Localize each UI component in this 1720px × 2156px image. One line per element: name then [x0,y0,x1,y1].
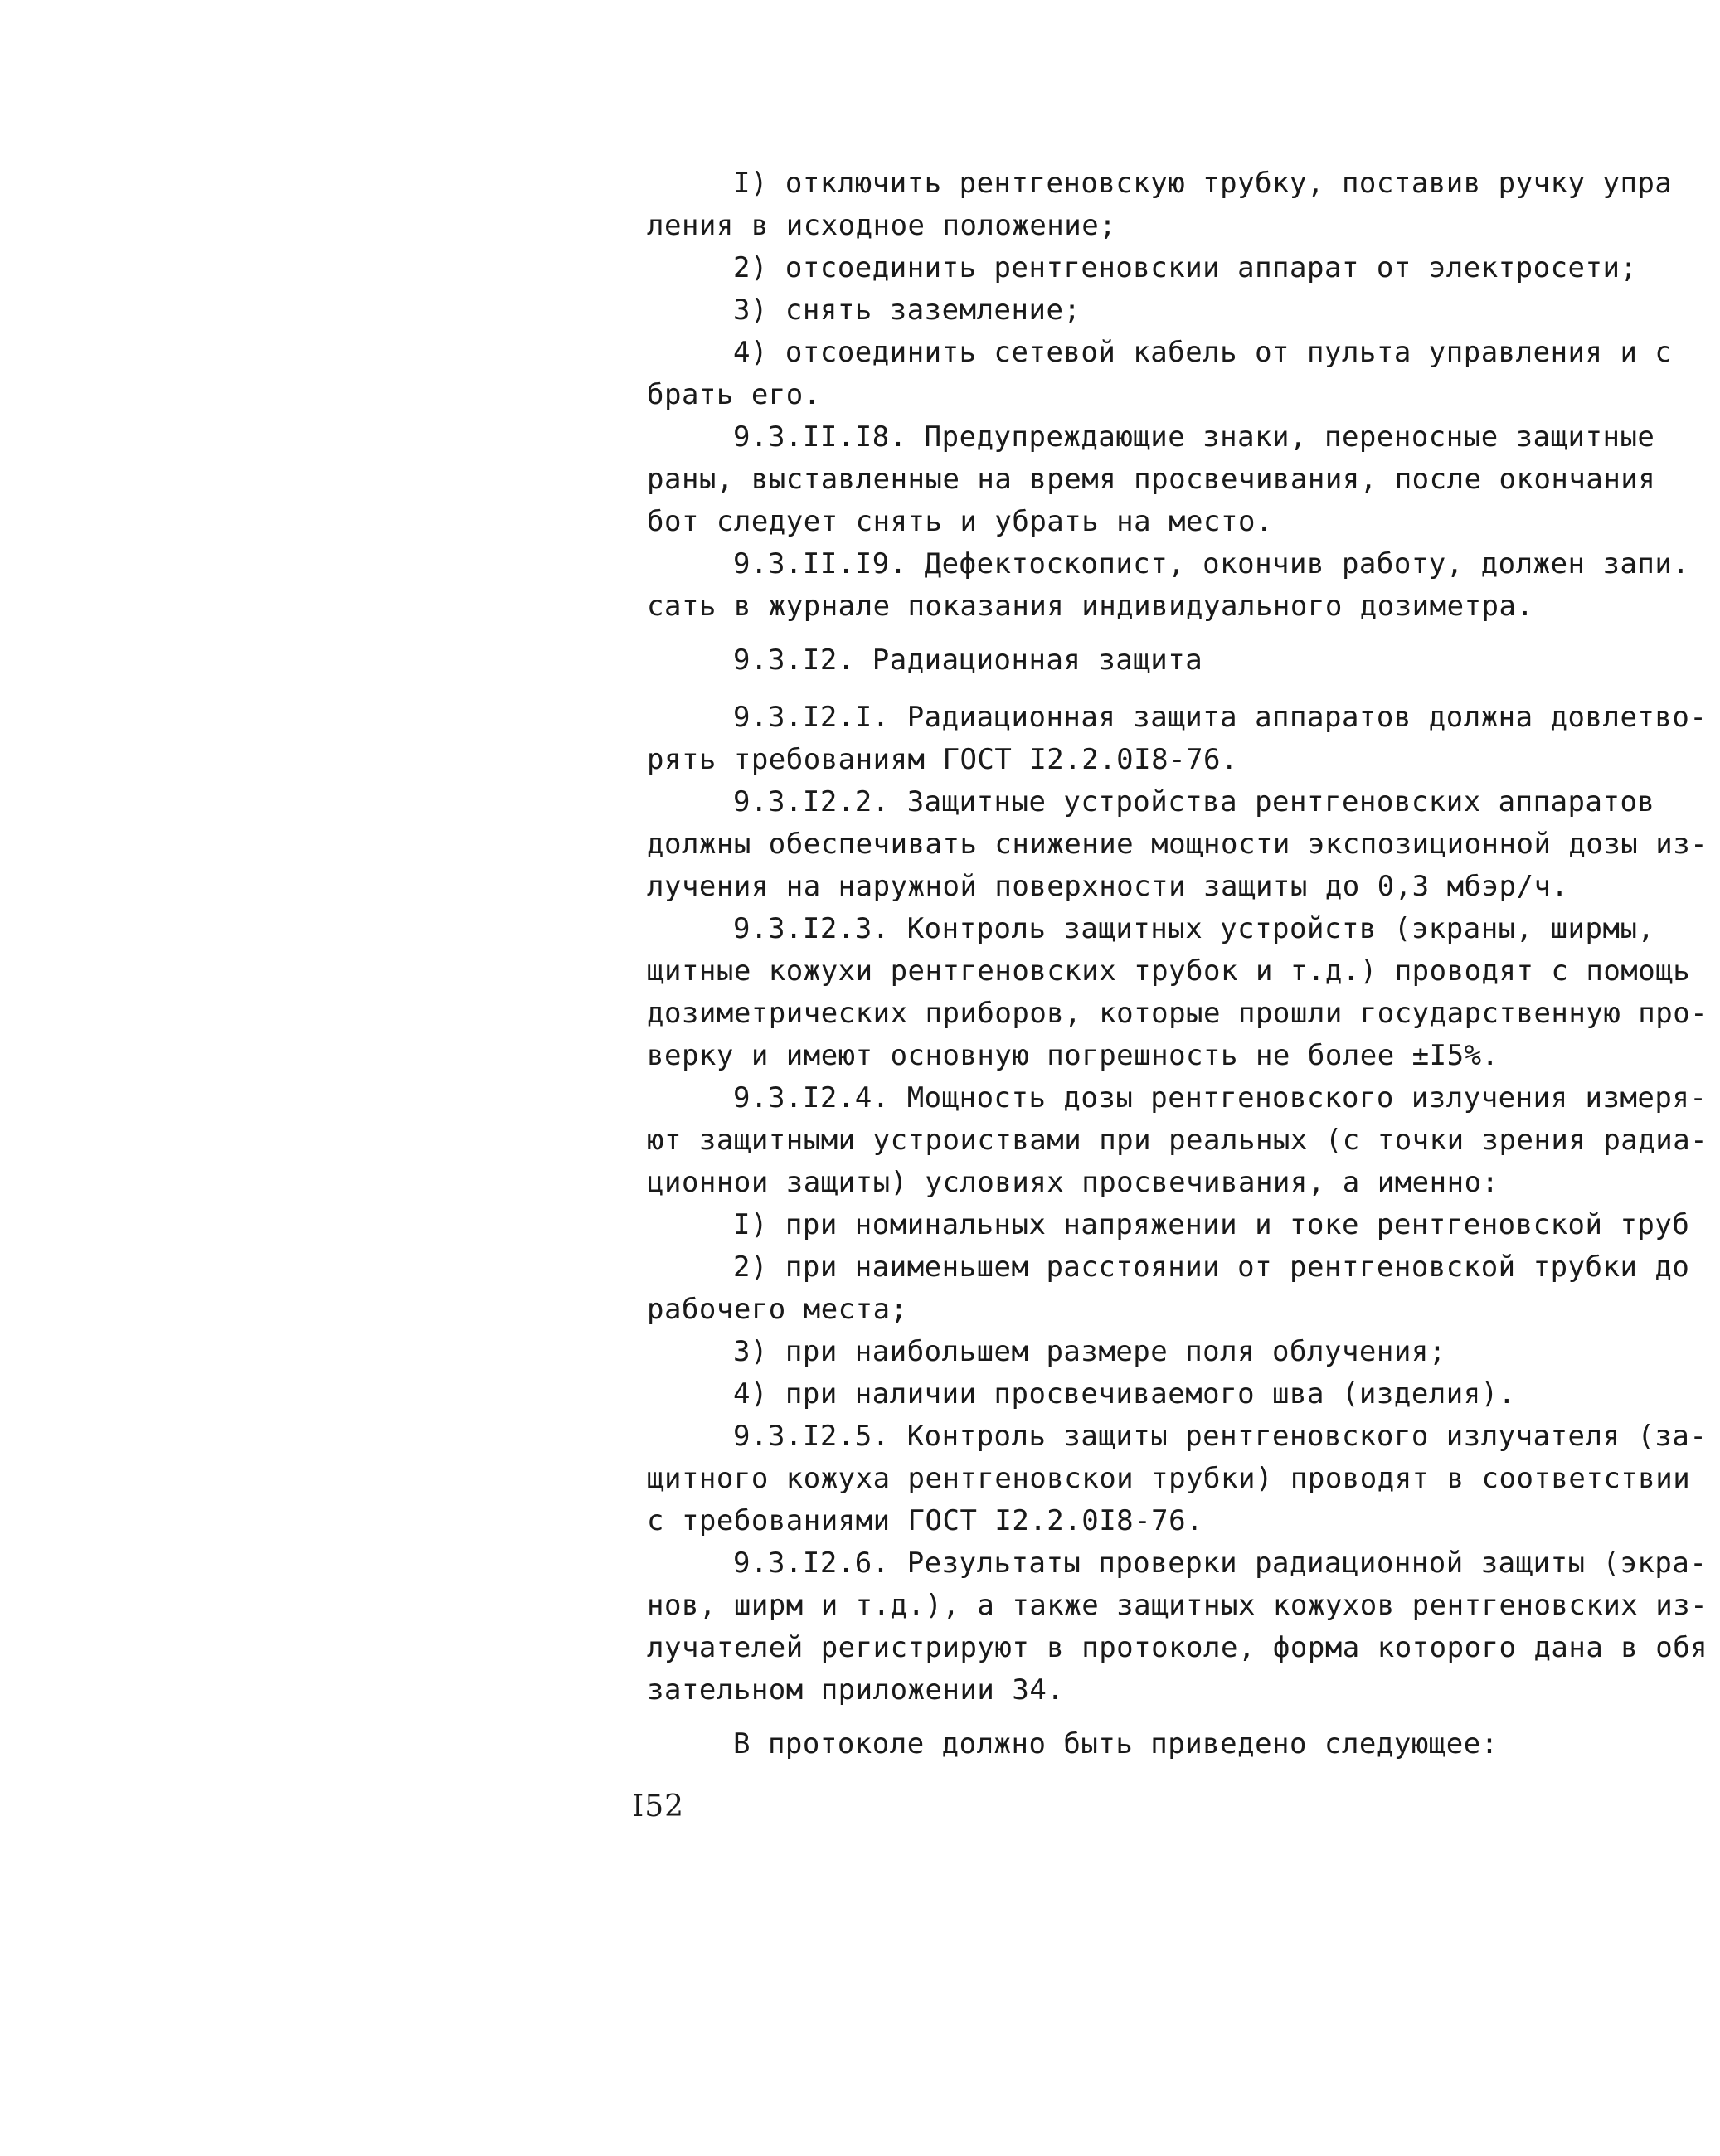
text-line: 9.3.I2.6. Результаты проверки радиационной защиты (экра- [733,1547,1708,1580]
text-line: сать в журнале показания индивидуального дозиметра. [647,590,1534,623]
text-line: бот следует снять и убрать на место. [647,505,1273,538]
text-line: дозиметрических приборов, которые прошли государственную про- [647,997,1708,1030]
text-line: 3) снять заземление; [733,294,1081,327]
text-line: рять требованиям ГОСТ I2.2.0I8-76. [647,743,1238,776]
text-line: 9.3.II.I9. Дефектоскопист, окончив работу, должен запи. [733,547,1690,580]
text-line: рабочего места; [647,1293,908,1326]
text-line: щитные кожухи рентгеновских трубок и т.д.) проводят с помощь [647,954,1691,988]
text-line: 3) при наибольшем размере поля облучения; [733,1335,1446,1368]
text-line: I) при номинальных напряжении и токе рентгеновской труб [733,1208,1690,1241]
body-text [647,163,1708,1765]
text-line: ления в исходное положение; [647,209,1117,242]
text-line: с требованиями ГОСТ I2.2.0I8-76. [647,1504,1204,1537]
section-heading: 9.3.I2. Радиационная защита [733,643,1203,677]
text-line: 9.3.I2.I. Радиационная защита аппаратов должна довлетво- [733,701,1708,734]
text-line: лучателей регистрируют в протоколе, форма которого дана в обя [647,1631,1708,1664]
text-line: верку и имеют основную погрешность не более ±I5%. [647,1039,1499,1072]
text-line: раны, выставленные на время просвечивания, после окончания [647,463,1656,496]
text-line: 9.3.I2.2. Защитные устройства рентгеновских аппаратов [733,785,1655,818]
text-line: 9.3.I2.3. Контроль защитных устройств (экраны, ширмы, [733,912,1655,945]
text-line: ционнои защиты) условиях просвечивания, а именно: [647,1166,1499,1199]
text-line: лучения на наружной поверхности защиты до 0,3 мбэр/ч. [647,870,1569,903]
text-line: 4) при наличии просвечиваемого шва (изделия). [733,1377,1516,1411]
text-line: 9.3.I2.5. Контроль защиты рентгеновского излучателя (за- [733,1420,1708,1453]
text-line: 9.3.II.I8. Предупреждающие знаки, переносные защитные [733,420,1655,454]
text-line: должны обеспечивать снижение мощности экспозиционной дозы из- [647,828,1708,861]
text-line: I) отключить рентгеновскую трубку, поставив ручку упра [733,167,1673,200]
text-line: 2) при наименьшем расстоянии от рентгеновской трубки до [733,1250,1690,1284]
page-number: I52 [632,1789,685,1823]
text-line: щитного кожуха рентгеновскои трубки) проводят в соответствии [647,1462,1691,1495]
text-line: 2) отсоединить рентгеновскии аппарат от электросети; [733,251,1638,284]
text-line: В протоколе должно быть приведено следующее: [733,1727,1499,1760]
text-line: брать его. [647,378,821,411]
text-line: 4) отсоединить сетевой кабель от пульта управления и с [733,336,1673,369]
text-line: 9.3.I2.4. Мощность дозы рентгеновского излучения измеря- [733,1081,1708,1114]
text-line: ют защитными устроиствами при реальных (с точки зрения радиа- [647,1124,1708,1157]
text-line: нов, ширм и т.д.), а также защитных кожухов рентгеновских из- [647,1589,1708,1622]
text-line: зательном приложении 34. [647,1673,1065,1707]
